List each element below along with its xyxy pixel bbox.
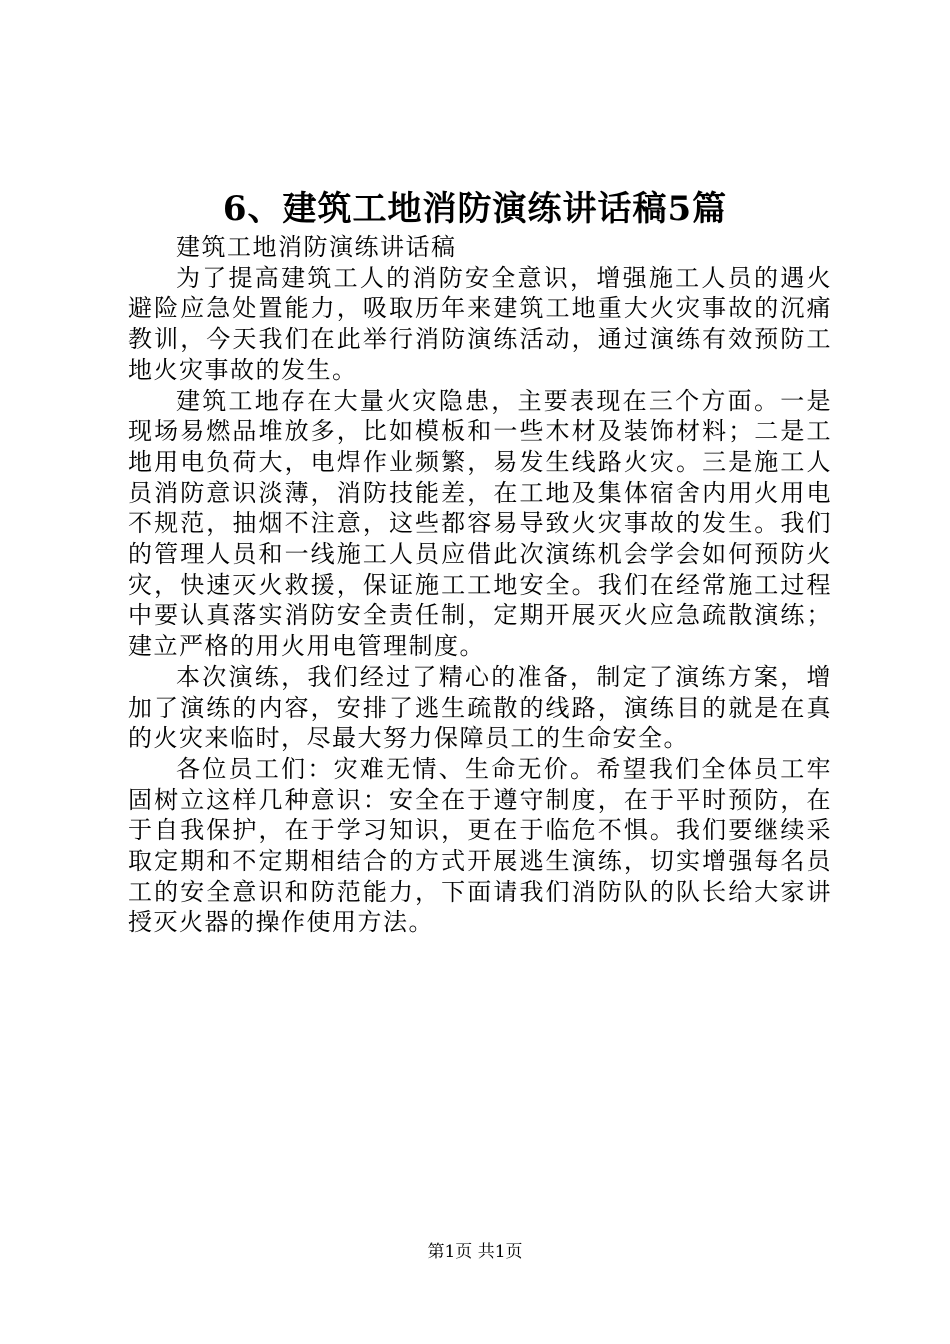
document-subtitle: 建筑工地消防演练讲话稿 <box>176 233 457 261</box>
page-footer: 第1页 共1页 <box>427 1242 523 1262</box>
document-body <box>128 232 832 938</box>
paragraph-3: 本次演练，我们经过了精心的准备，制定了演练方案，增加了演练的内容，安排了逃生疏散的线路，演练目的就是在真的火灾来临时，尽最大努力保障员工的生命安全。 <box>128 662 832 753</box>
paragraph-4: 各位员工们：灾难无情、生命无价。希望我们全体员工牢固树立这样几种意识：安全在于遵守制度，在于平时预防，在于自我保护，在于学习知识，更在于临危不惧。我们要继续采取定期和不定期相结合的方式开展逃生演练，切实增强每名员工的安全意识和防范能力，下面请我们消防队的队长给大家讲授灭火器的操作使用方法。 <box>128 754 832 937</box>
paragraph-1: 为了提高建筑工人的消防安全意识，增强施工人员的遇火避险应急处置能力，吸取历年来建筑工地重大火灾事故的沉痛教训，今天我们在此举行消防演练活动，通过演练有效预防工地火灾事故的发生。 <box>128 263 832 384</box>
document-title: 6、建筑工地消防演练讲话稿5篇 <box>222 189 728 229</box>
paragraph-2: 建筑工地存在大量火灾隐患，主要表现在三个方面。一是现场易燃品堆放多，比如模板和一些木材及装饰材料；二是工地用电负荷大，电焊作业频繁，易发生线路火灾。三是施工人员消防意识淡薄，消防技能差，在工地及集体宿舍内用火用电不规范，抽烟不注意，这些都容易导致火灾事故的发生。我们的管理人员和一线施工人员应借此次演练机会学会如何预防火灾，快速灭火救援，保证施工工地安全。我们在经常施工过程中要认真落实消防安全责任制，定期开展灭火应急疏散演练；建立严格的用火用电管理制度。 <box>128 386 832 661</box>
